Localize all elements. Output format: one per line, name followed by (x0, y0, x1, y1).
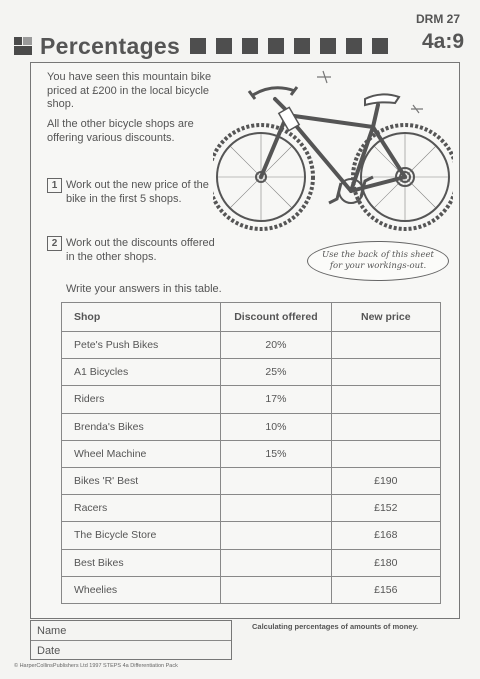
price-cell: £156 (331, 576, 440, 603)
table-row (62, 549, 441, 576)
write-instruction: Write your answers in this table. (66, 283, 222, 295)
shop-cell: Brenda's Bikes (62, 413, 221, 440)
shop-cell: Riders (62, 386, 221, 413)
discount-table (61, 302, 441, 604)
discount-cell[interactable] (221, 467, 331, 494)
page-title: Percentages (40, 32, 181, 59)
price-cell: £168 (331, 522, 440, 549)
header-discount: Discount offered (221, 303, 331, 332)
table-row (62, 440, 441, 467)
task-number-2: 2 (47, 236, 62, 251)
table-row (62, 332, 441, 359)
worksheet-panel (30, 62, 460, 619)
shop-cell: A1 Bicycles (62, 359, 221, 386)
learning-objective: Calculating percentages of amounts of money. (252, 622, 419, 631)
table-row (62, 413, 441, 440)
price-cell[interactable] (331, 359, 440, 386)
name-date-box (30, 620, 232, 660)
shop-cell: Wheelies (62, 576, 221, 603)
discount-cell[interactable] (221, 549, 331, 576)
sheet-code: DRM 27 (415, 12, 460, 26)
workings-note (307, 241, 449, 281)
price-cell[interactable] (331, 332, 440, 359)
price-cell: £180 (331, 549, 440, 576)
table-header-row (62, 303, 441, 332)
table-row (62, 359, 441, 386)
shop-cell: Pete's Push Bikes (62, 332, 221, 359)
price-cell[interactable] (331, 386, 440, 413)
task-number-1: 1 (47, 178, 62, 193)
decorative-squares (190, 38, 388, 54)
price-cell: £190 (331, 467, 440, 494)
task-text-2: Work out the discounts offered in the other shops. (66, 237, 215, 263)
table-row (62, 495, 441, 522)
shop-cell: The Bicycle Store (62, 522, 221, 549)
intro-paragraph-1: You have seen this mountain bike priced at £200 in the local bicycle shop. (47, 71, 212, 110)
sheet-reference: 4a:9 (421, 30, 464, 53)
price-cell: £152 (331, 495, 440, 522)
shop-cell: Best Bikes (62, 549, 221, 576)
discount-cell[interactable] (221, 576, 331, 603)
discount-cell[interactable] (221, 522, 331, 549)
header-shop: Shop (62, 303, 221, 332)
shop-cell: Bikes 'R' Best (62, 467, 221, 494)
table-row (62, 386, 441, 413)
name-field[interactable]: Name (31, 621, 231, 641)
date-field[interactable]: Date (37, 645, 61, 657)
mountain-bike-illustration (213, 65, 453, 255)
discount-cell: 25% (221, 359, 331, 386)
table-row (62, 522, 441, 549)
discount-cell: 15% (221, 440, 331, 467)
discount-cell: 17% (221, 386, 331, 413)
price-cell[interactable] (331, 440, 440, 467)
discount-cell: 20% (221, 332, 331, 359)
discount-cell[interactable] (221, 495, 331, 522)
table-row (62, 467, 441, 494)
intro-paragraph-2: All the other bicycle shops are offering various discounts. (47, 118, 194, 144)
table-row (62, 576, 441, 603)
shop-cell: Racers (62, 495, 221, 522)
workings-note-line-2: for your workings-out. (329, 261, 427, 271)
percent-block-icon (14, 37, 32, 55)
copyright-notice: © HarperCollinsPublishers Ltd 1997 STEPS 4a Differentiation Pack (14, 663, 178, 669)
title-bar (14, 30, 464, 62)
workings-note-line-1: Use the back of this sheet (322, 250, 434, 260)
shop-cell: Wheel Machine (62, 440, 221, 467)
discount-cell: 10% (221, 413, 331, 440)
header-new-price: New price (331, 303, 440, 332)
task-text-1: Work out the new price of the bike in the first 5 shops. (66, 179, 209, 205)
price-cell[interactable] (331, 413, 440, 440)
